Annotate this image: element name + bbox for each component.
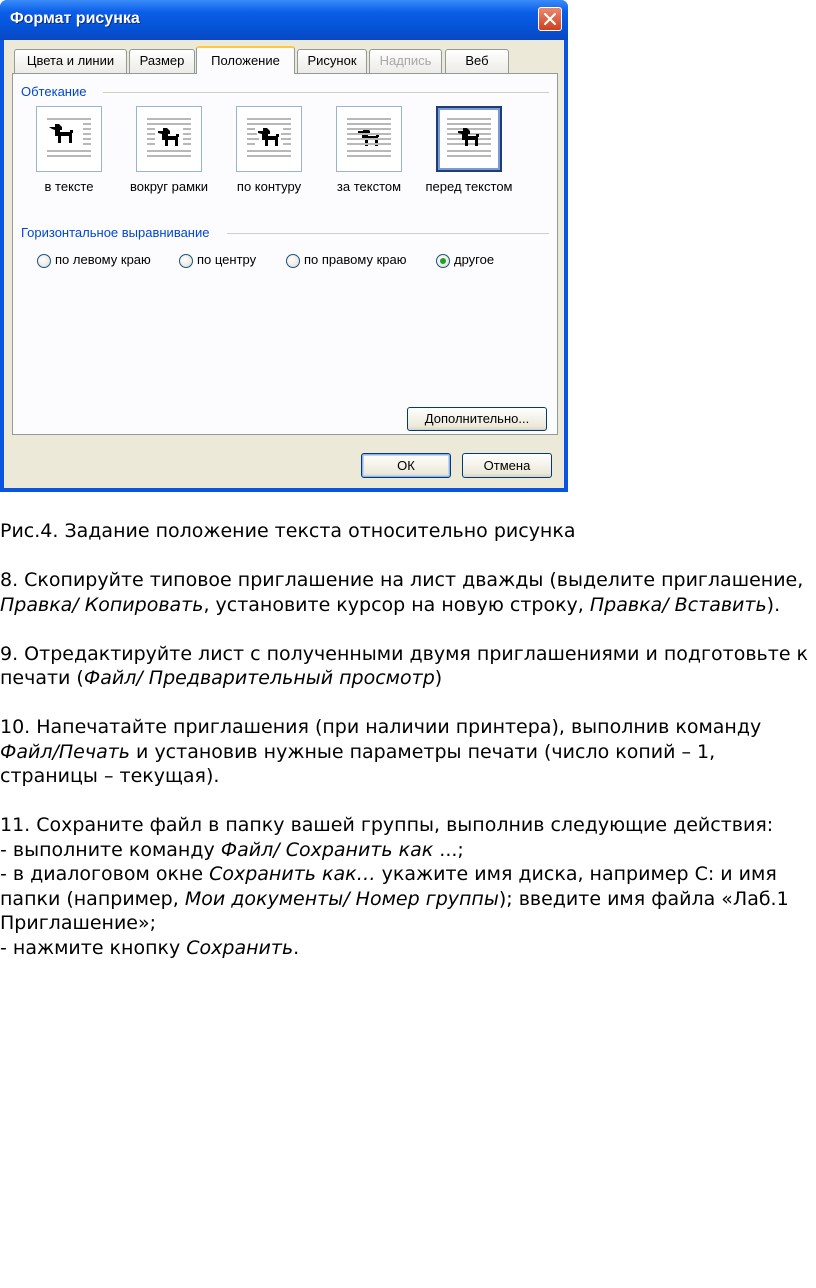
document-body (0, 519, 812, 960)
step-10: 10. Напечатайте приглашения (при наличии принтера), выполнив команду Файл/Печать и установив нужные параметры печати (число копий – 1, страницы – текущая). (0, 716, 762, 787)
wrap-in-front-option[interactable] (436, 106, 502, 172)
dialog-client-area (4, 40, 564, 488)
in-line-wrap-icon (37, 107, 101, 171)
align-other-label[interactable]: другое (454, 252, 495, 267)
tight-wrap-icon (237, 107, 301, 171)
layout-tab-panel (12, 73, 558, 435)
step-9: 9. Отредактируйте лист с полученными двумя приглашениями и подготовьте к печати (Файл/ Предварительный просмотр) (0, 642, 809, 689)
tab-text-box: Надпись (369, 49, 442, 73)
wrap-in-front-label: перед текстом (425, 179, 513, 194)
tab-layout[interactable]: Положение (196, 46, 295, 74)
tab-picture[interactable]: Рисунок (297, 49, 367, 73)
dialog-title: Формат рисунка (10, 10, 140, 27)
wrap-square-label: вокруг рамки (130, 179, 208, 194)
wrapping-group-line (103, 92, 549, 93)
align-left-label[interactable]: по левому краю (55, 252, 151, 267)
align-right-label[interactable]: по правому краю (304, 252, 407, 267)
align-right-radio[interactable] (286, 254, 300, 268)
alignment-group-label: Горизонтальное выравнивание (21, 225, 213, 240)
title-bar[interactable] (0, 0, 568, 40)
align-left-radio[interactable] (37, 254, 51, 268)
advanced-button[interactable]: Дополнительно... (407, 407, 547, 431)
square-wrap-icon (137, 107, 201, 171)
step-11-intro: 11. Сохраните файл в папку вашей группы, выполнив следующие действия: (0, 814, 774, 836)
wrap-behind-text-option[interactable] (336, 106, 402, 172)
ok-button[interactable]: ОК (361, 453, 451, 478)
radio-checked-dot (440, 258, 446, 264)
step-11-line-3: - нажмите кнопку Сохранить. (0, 936, 300, 959)
alignment-group-line (227, 233, 549, 234)
wrap-tight-label: по контуру (236, 179, 302, 194)
in-front-of-text-icon (438, 108, 500, 170)
behind-text-icon (337, 107, 401, 171)
wrap-square-option[interactable] (136, 106, 202, 172)
wrap-in-line-option[interactable] (36, 106, 102, 172)
align-center-label[interactable]: по центру (197, 252, 257, 267)
wrapping-group-label: Обтекание (21, 84, 90, 99)
cancel-button[interactable]: Отмена (462, 453, 552, 478)
step-11-line-2: - в диалоговом окне Сохранить как… укажите имя диска, например С: и имя папки (например, Мои документы/ Номер группы); введите имя файла «Лаб.1 Приглашение»; (0, 863, 789, 934)
wrap-in-line-label: в тексте (44, 179, 94, 194)
align-other-radio[interactable] (436, 254, 450, 268)
step-11-line-1: - выполните команду Файл/ Сохранить как ...; (0, 838, 464, 861)
align-center-radio[interactable] (179, 254, 193, 268)
tab-size[interactable]: Размер (129, 49, 195, 73)
step-8: 8. Скопируйте типовое приглашение на лист дважды (выделите приглашение, Правка/ Копировать, установите курсор на новую строку, Правка/ Вставить). (0, 569, 804, 616)
wrap-tight-option[interactable] (236, 106, 302, 172)
tab-colors-lines[interactable]: Цвета и линии (14, 49, 127, 73)
close-button[interactable] (538, 7, 562, 31)
figure-caption: Рис.4. Задание положение текста относительно рисунка (0, 520, 576, 542)
format-picture-dialog (0, 0, 568, 492)
wrap-behind-text-label: за текстом (336, 179, 402, 194)
close-icon (543, 12, 557, 26)
tab-web[interactable]: Веб (445, 49, 509, 73)
